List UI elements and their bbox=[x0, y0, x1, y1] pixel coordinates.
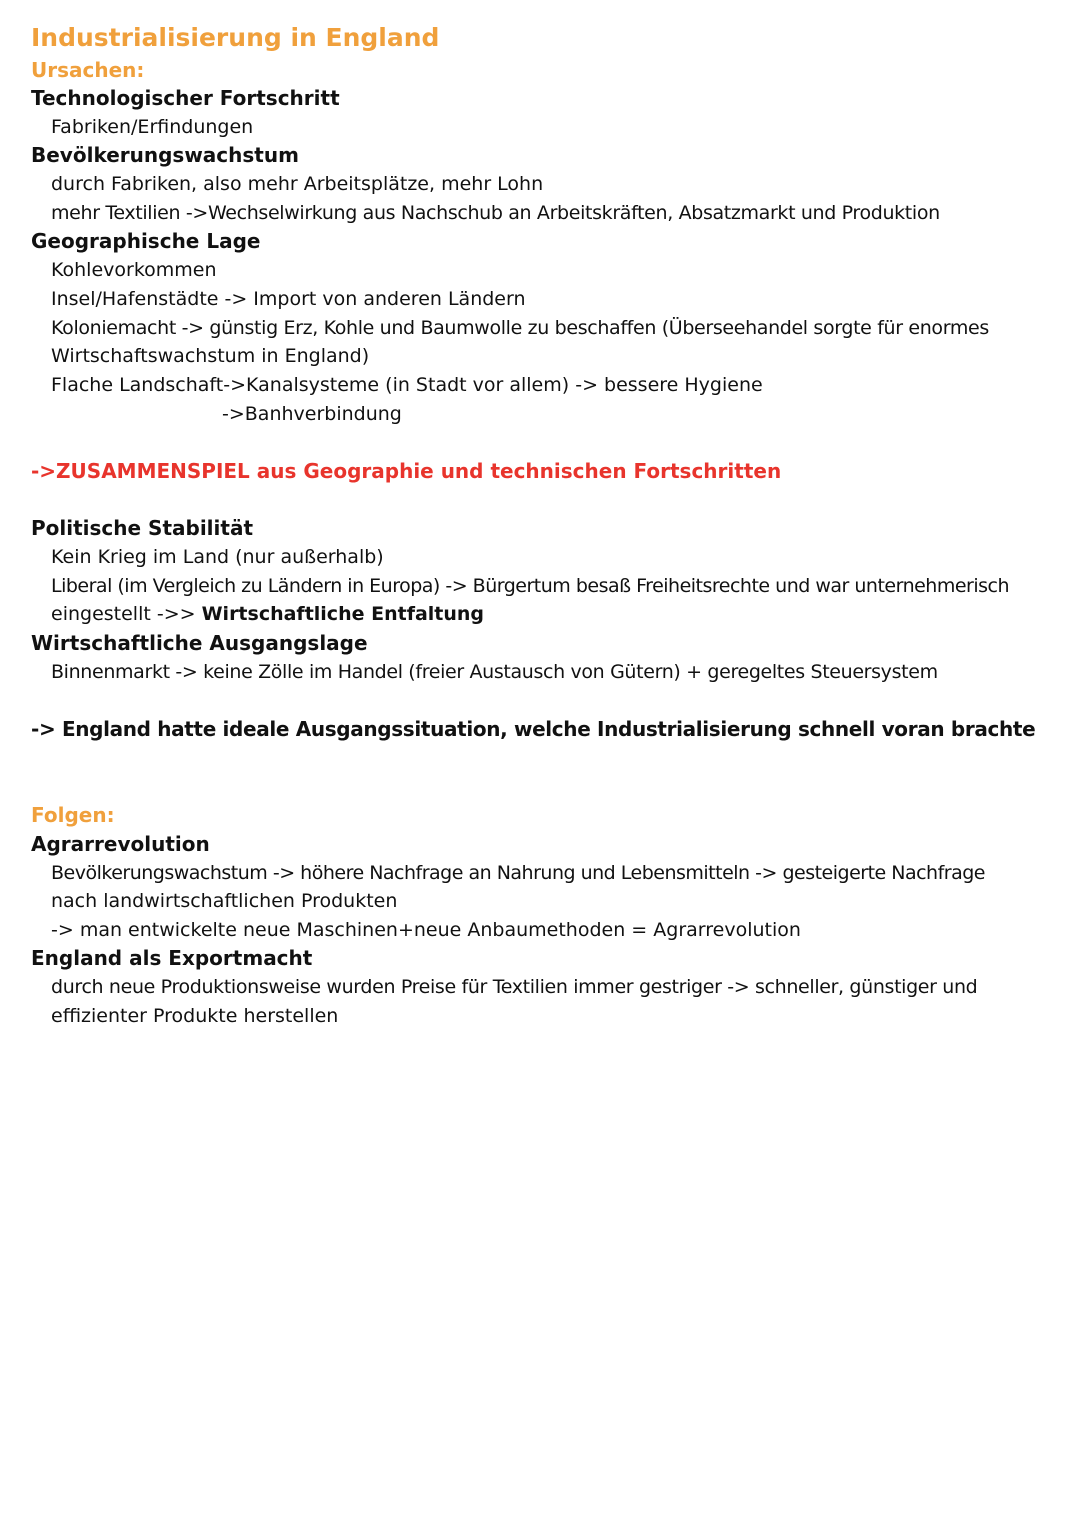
document-title: Industrialisierung in England bbox=[31, 23, 440, 52]
exp-line-1: durch neue Produktionsweise wurden Preise für Textilien immer gestriger -> schneller, günstiger und bbox=[51, 976, 978, 998]
agr-line-3: -> man entwickelte neue Maschinen+neue Anbaumethoden = Agrarrevolution bbox=[51, 919, 801, 941]
tech-line-1: Fabriken/Erfindungen bbox=[51, 116, 254, 138]
conclusion-statement: -> England hatte ideale Ausgangssituation, welche Industrialisierung schnell voran brachte bbox=[31, 717, 1036, 741]
geo-line-1: Kohlevorkommen bbox=[51, 259, 217, 281]
agr-heading: Agrarrevolution bbox=[31, 832, 210, 856]
exp-line-2: effizienter Produkte herstellen bbox=[51, 1005, 339, 1027]
effects-heading: Folgen: bbox=[31, 803, 115, 827]
pol-line-3-bold: Wirtschaftliche Entfaltung bbox=[201, 603, 485, 625]
agr-line-1: Bevölkerungswachstum -> höhere Nachfrage an Nahrung und Lebensmitteln -> gesteigerte Nachfrage bbox=[51, 862, 985, 884]
pop-line-2: mehr Textilien ->Wechselwirkung aus Nachschub an Arbeitskräften, Absatzmarkt und Produktion bbox=[51, 202, 940, 224]
geo-line-5: Flache Landschaft->Kanalsysteme (in Stadt vor allem) -> bessere Hygiene bbox=[51, 374, 763, 396]
highlight-statement: ->ZUSAMMENSPIEL aus Geographie und technischen Fortschritten bbox=[31, 459, 782, 483]
exp-heading: England als Exportmacht bbox=[31, 946, 313, 970]
pol-line-1: Kein Krieg im Land (nur außerhalb) bbox=[51, 546, 384, 568]
pop-line-1: durch Fabriken, also mehr Arbeitsplätze, mehr Lohn bbox=[51, 173, 544, 195]
pol-heading: Politische Stabilität bbox=[31, 516, 254, 540]
geo-line-2: Insel/Hafenstädte -> Import von anderen Ländern bbox=[51, 288, 526, 310]
agr-line-2: nach landwirtschaftlichen Produkten bbox=[51, 890, 398, 912]
econ-heading: Wirtschaftliche Ausgangslage bbox=[31, 631, 368, 655]
pop-heading: Bevölkerungswachstum bbox=[31, 143, 299, 167]
pol-line-3 bbox=[51, 600, 484, 628]
causes-heading: Ursachen: bbox=[31, 58, 145, 82]
geo-line-4: Wirtschaftswachstum in England) bbox=[51, 345, 370, 367]
pol-line-2: Liberal (im Vergleich zu Ländern in Europa) -> Bürgertum besaß Freiheitsrechte und war unternehmerisch bbox=[51, 575, 1010, 597]
econ-line-1: Binnenmarkt -> keine Zölle im Handel (freier Austausch von Gütern) + geregeltes Steuersystem bbox=[51, 661, 938, 683]
geo-line-6: ->Banhverbindung bbox=[222, 403, 402, 425]
pol-line-3-text: eingestellt ->> bbox=[51, 603, 202, 625]
geo-line-3: Koloniemacht -> günstig Erz, Kohle und Baumwolle zu beschaffen (Überseehandel sorgte für enormes bbox=[51, 317, 989, 339]
geo-heading: Geographische Lage bbox=[31, 229, 261, 253]
tech-heading: Technologischer Fortschritt bbox=[31, 86, 340, 110]
